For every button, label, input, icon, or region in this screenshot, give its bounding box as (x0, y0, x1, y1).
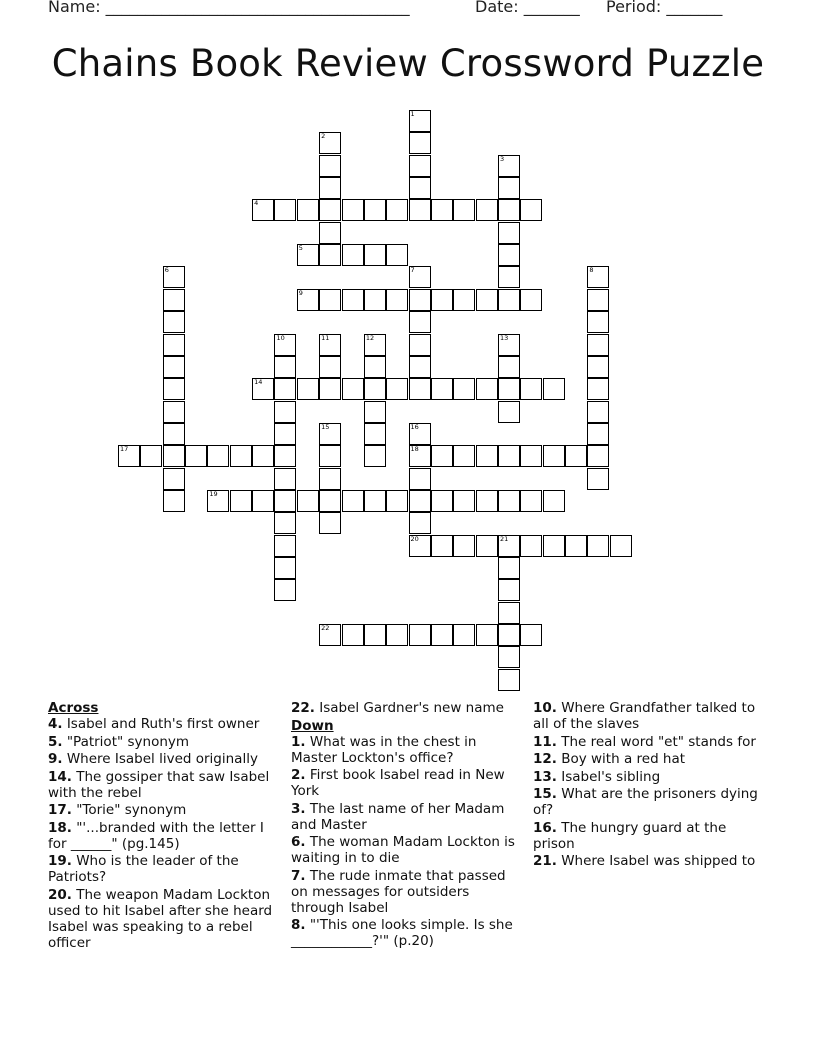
clue-text: First book Isabel read in New York (291, 767, 505, 799)
clue-number: 6 (164, 266, 169, 275)
grid-cell[interactable] (587, 378, 609, 400)
grid-cell[interactable] (476, 490, 498, 512)
grid-cell[interactable] (319, 177, 341, 199)
clue-text: The gossiper that saw Isabel with the rebel (48, 768, 270, 801)
grid-cell[interactable] (409, 490, 431, 512)
grid-cell[interactable] (498, 602, 520, 624)
grid-cell[interactable] (453, 445, 475, 467)
grid-cell[interactable] (498, 579, 520, 601)
grid-cell[interactable] (319, 512, 341, 534)
grid-cell[interactable] (319, 490, 341, 512)
grid-cell[interactable] (453, 624, 475, 646)
clue-number-label: 16. (533, 819, 557, 836)
grid-cell[interactable] (543, 490, 565, 512)
grid-cell[interactable] (342, 378, 364, 400)
grid-cell[interactable] (163, 356, 185, 378)
clue-number: 1 (410, 110, 415, 118)
grid-cell[interactable] (409, 155, 431, 177)
grid-cell[interactable] (409, 110, 431, 132)
grid-cell[interactable] (587, 535, 609, 557)
grid-cell[interactable] (431, 535, 453, 557)
grid-cell[interactable] (431, 624, 453, 646)
down-clue (291, 801, 523, 833)
down-clue (291, 734, 523, 766)
clue-number: 3 (499, 154, 505, 163)
grid-cell[interactable] (520, 378, 542, 400)
across-clue (48, 853, 280, 885)
clue-number-label: 11. (533, 733, 557, 750)
grid-cell[interactable] (386, 289, 408, 311)
grid-cell[interactable] (476, 289, 498, 311)
grid-cell[interactable] (409, 512, 431, 534)
clue-text: Who is the leader of the Patriots? (48, 853, 239, 885)
grid-cell[interactable] (163, 490, 185, 512)
grid-cell[interactable] (230, 445, 252, 467)
grid-cell[interactable] (543, 378, 565, 400)
clue-text: Isabel and Ruth's first owner (62, 716, 260, 732)
down-clue (533, 700, 769, 732)
grid-cell[interactable] (431, 289, 453, 311)
grid-cell[interactable] (118, 445, 140, 467)
across-clue (291, 700, 523, 716)
grid-cell[interactable] (520, 199, 542, 221)
grid-cell[interactable] (364, 289, 386, 311)
grid-cell[interactable] (274, 468, 296, 490)
clue-text: The real word "et" stands for (556, 733, 756, 750)
grid-cell[interactable] (587, 289, 609, 311)
grid-cell[interactable] (364, 378, 386, 400)
grid-cell[interactable] (409, 266, 431, 288)
date-field[interactable]: Date: _______ (475, 0, 580, 16)
grid-cell[interactable] (163, 401, 185, 423)
clue-text: Isabel's sibling (556, 768, 661, 785)
clue-text: "Torie" synonym (71, 802, 187, 818)
clue-number: 8 (589, 266, 594, 275)
grid-cell[interactable] (252, 445, 274, 467)
clue-number-label: 5. (48, 733, 63, 750)
grid-cell[interactable] (319, 222, 341, 244)
clue-number: 11 (321, 333, 330, 342)
grid-cell[interactable] (274, 579, 296, 601)
grid-cell[interactable] (319, 445, 341, 467)
clue-number-label: 7. (291, 867, 306, 884)
grid-cell[interactable] (476, 199, 498, 221)
clue-number: 9 (298, 288, 303, 297)
down-clue (291, 767, 523, 799)
grid-cell[interactable] (520, 490, 542, 512)
grid-cell[interactable] (319, 378, 341, 400)
grid-cell[interactable] (274, 199, 296, 221)
grid-cell[interactable] (297, 378, 319, 400)
clue-text: Isabel Gardner's new name (314, 700, 504, 716)
grid-cell[interactable] (409, 177, 431, 199)
grid-cell[interactable] (364, 244, 386, 266)
grid-cell[interactable] (342, 289, 364, 311)
grid-cell[interactable] (319, 155, 341, 177)
clue-number-label: 12. (533, 751, 557, 767)
grid-cell[interactable] (587, 334, 609, 356)
grid-cell[interactable] (319, 199, 341, 221)
grid-cell[interactable] (498, 646, 520, 668)
clue-text: Where Isabel was shipped to (556, 853, 756, 869)
clue-text: Boy with a red hat (556, 751, 686, 767)
clue-number-label: 8. (291, 917, 306, 933)
clue-number-label: 22. (291, 700, 315, 716)
grid-cell[interactable] (543, 445, 565, 467)
down-clue (533, 853, 769, 869)
clue-text: Where Isabel lived originally (62, 751, 258, 767)
grid-cell[interactable] (185, 445, 207, 467)
grid-cell[interactable] (207, 490, 229, 512)
down-clue-list (291, 734, 523, 950)
grid-cell[interactable] (207, 445, 229, 467)
grid-cell[interactable] (476, 378, 498, 400)
down-clue (291, 868, 523, 916)
across-clue (48, 751, 280, 767)
grid-cell[interactable] (587, 356, 609, 378)
grid-cell[interactable] (453, 378, 475, 400)
clue-number: 2 (321, 132, 326, 141)
down-clue-list-cont (533, 700, 769, 869)
clue-number: 13 (499, 333, 509, 342)
grid-cell[interactable] (364, 401, 386, 423)
grid-cell[interactable] (252, 378, 274, 400)
grid-cell[interactable] (163, 311, 185, 333)
clue-number-label: 14. (48, 768, 72, 785)
grid-cell[interactable] (409, 445, 431, 467)
grid-cell[interactable] (386, 244, 408, 266)
clue-number: 19 (209, 489, 218, 498)
clue-number: 20 (410, 534, 419, 543)
grid-cell[interactable] (297, 244, 319, 266)
grid-cell[interactable] (274, 423, 296, 445)
grid-cell[interactable] (319, 468, 341, 490)
clue-number: 5 (298, 244, 303, 253)
grid-cell[interactable] (543, 535, 565, 557)
grid-cell[interactable] (342, 199, 364, 221)
grid-cell[interactable] (274, 512, 296, 534)
grid-cell[interactable] (409, 423, 431, 445)
grid-cell[interactable] (520, 289, 542, 311)
grid-cell[interactable] (319, 624, 341, 646)
grid-cell[interactable] (498, 378, 520, 400)
clue-text: The hungry guard at the prison (533, 819, 727, 852)
grid-cell[interactable] (520, 535, 542, 557)
clue-text: The last name of her Madam and Master (291, 800, 505, 833)
grid-cell[interactable] (274, 557, 296, 579)
clue-number: 10 (276, 333, 285, 342)
clue-number: 17 (120, 445, 129, 454)
grid-cell[interactable] (453, 490, 475, 512)
down-clue (533, 786, 769, 818)
grid-cell[interactable] (498, 490, 520, 512)
grid-cell[interactable] (163, 423, 185, 445)
clue-number-label: 20. (48, 886, 72, 903)
grid-cell[interactable] (342, 490, 364, 512)
grid-cell[interactable] (431, 445, 453, 467)
grid-cell[interactable] (163, 289, 185, 311)
grid-cell[interactable] (520, 624, 542, 646)
grid-cell[interactable] (252, 490, 274, 512)
clue-number: 14 (254, 378, 263, 387)
across-clue (48, 716, 280, 732)
grid-cell[interactable] (587, 445, 609, 467)
clue-number: 22 (321, 624, 330, 633)
grid-cell[interactable] (319, 356, 341, 378)
clue-number-label: 17. (48, 802, 72, 818)
grid-cell[interactable] (498, 356, 520, 378)
clue-number-label: 15. (533, 786, 557, 802)
grid-cell[interactable] (498, 669, 520, 691)
grid-cell[interactable] (342, 244, 364, 266)
grid-cell[interactable] (364, 199, 386, 221)
grid-cell[interactable] (409, 334, 431, 356)
down-clue (291, 917, 523, 949)
grid-cell[interactable] (498, 535, 520, 557)
grid-cell[interactable] (498, 401, 520, 423)
clues-column-1 (48, 700, 280, 952)
clues-column-2 (291, 700, 523, 951)
grid-cell[interactable] (431, 378, 453, 400)
across-clue (48, 820, 280, 852)
across-clue-list-cont (291, 700, 523, 716)
clue-text: The weapon Madam Lockton used to hit Isabel after she heard Isabel was speaking to a rebel officer (48, 886, 273, 951)
clue-number: 4 (254, 199, 259, 208)
grid-cell[interactable] (409, 289, 431, 311)
clue-number-label: 2. (291, 767, 306, 783)
grid-cell[interactable] (409, 378, 431, 400)
clue-text: The rude inmate that passed on messages for outsiders through Isabel (291, 867, 506, 916)
grid-cell[interactable] (476, 624, 498, 646)
grid-cell[interactable] (386, 378, 408, 400)
down-clue (533, 751, 769, 767)
grid-cell[interactable] (476, 535, 498, 557)
across-clue (48, 769, 280, 801)
grid-cell[interactable] (565, 535, 587, 557)
clue-number: 16 (410, 422, 419, 431)
down-clue (533, 820, 769, 852)
grid-cell[interactable] (364, 356, 386, 378)
clue-text: The woman Madam Lockton is waiting in to die (291, 834, 515, 866)
grid-cell[interactable] (498, 155, 520, 177)
grid-cell[interactable] (587, 311, 609, 333)
grid-cell[interactable] (409, 468, 431, 490)
clue-number: 18 (410, 445, 419, 454)
grid-cell[interactable] (610, 535, 632, 557)
grid-cell[interactable] (453, 289, 475, 311)
grid-cell[interactable] (319, 423, 341, 445)
clue-number-label: 3. (291, 800, 306, 817)
grid-cell[interactable] (274, 445, 296, 467)
clue-number: 12 (365, 333, 375, 342)
clue-text: Where Grandfather talked to all of the slaves (533, 700, 756, 732)
grid-cell[interactable] (252, 199, 274, 221)
clue-number-label: 10. (533, 700, 557, 716)
grid-cell[interactable] (498, 624, 520, 646)
clue-number-label: 13. (533, 768, 557, 785)
grid-cell[interactable] (230, 490, 252, 512)
grid-cell[interactable] (319, 334, 341, 356)
down-heading: Down (291, 717, 334, 734)
grid-cell[interactable] (163, 266, 185, 288)
grid-cell[interactable] (163, 445, 185, 467)
grid-cell[interactable] (163, 334, 185, 356)
grid-cell[interactable] (409, 624, 431, 646)
grid-cell[interactable] (409, 356, 431, 378)
across-clue (48, 887, 280, 951)
grid-cell[interactable] (274, 401, 296, 423)
across-heading: Across (48, 700, 99, 716)
grid-cell[interactable] (498, 222, 520, 244)
grid-cell[interactable] (364, 423, 386, 445)
grid-cell[interactable] (342, 624, 364, 646)
grid-cell[interactable] (520, 445, 542, 467)
grid-cell[interactable] (386, 624, 408, 646)
clue-number: 15 (321, 422, 330, 431)
grid-cell[interactable] (409, 199, 431, 221)
down-clue (533, 734, 769, 750)
down-clue (533, 769, 769, 785)
across-clue (48, 802, 280, 818)
clue-number: 7 (410, 266, 415, 275)
clue-number-label: 9. (48, 751, 63, 767)
grid-cell[interactable] (498, 266, 520, 288)
grid-cell[interactable] (274, 490, 296, 512)
grid-cell[interactable] (274, 378, 296, 400)
grid-cell[interactable] (386, 490, 408, 512)
period-field[interactable]: Period: _______ (606, 0, 723, 16)
clue-number-label: 6. (291, 834, 306, 850)
grid-cell[interactable] (409, 132, 431, 154)
grid-cell[interactable] (274, 334, 296, 356)
grid-cell[interactable] (140, 445, 162, 467)
clue-number-label: 18. (48, 819, 72, 836)
grid-cell[interactable] (498, 445, 520, 467)
clue-text: What was in the chest in Master Lockton's office? (291, 733, 477, 766)
grid-cell[interactable] (587, 266, 609, 288)
grid-cell[interactable] (498, 177, 520, 199)
grid-cell[interactable] (587, 423, 609, 445)
grid-cell[interactable] (431, 490, 453, 512)
across-clue (48, 734, 280, 750)
grid-cell[interactable] (364, 334, 386, 356)
grid-cell[interactable] (453, 199, 475, 221)
clue-text: "'...branded with the letter I for ______" (pg.145) (48, 819, 264, 852)
grid-cell[interactable] (476, 445, 498, 467)
grid-cell[interactable] (565, 445, 587, 467)
clue-text: "Patriot" synonym (62, 733, 190, 750)
grid-cell[interactable] (498, 244, 520, 266)
across-clue-list (48, 716, 280, 951)
grid-cell[interactable] (498, 557, 520, 579)
grid-cell[interactable] (274, 356, 296, 378)
grid-cell[interactable] (498, 334, 520, 356)
grid-cell[interactable] (498, 289, 520, 311)
grid-cell[interactable] (364, 490, 386, 512)
grid-cell[interactable] (409, 311, 431, 333)
grid-cell[interactable] (163, 468, 185, 490)
grid-cell[interactable] (297, 199, 319, 221)
clue-text: "'This one looks simple. Is she ____________?'" (p.20) (291, 917, 513, 949)
clue-number-label: 19. (48, 853, 72, 869)
down-clue (291, 834, 523, 866)
grid-cell[interactable] (587, 468, 609, 490)
grid-cell[interactable] (274, 535, 296, 557)
grid-cell[interactable] (431, 199, 453, 221)
grid-cell[interactable] (498, 199, 520, 221)
grid-cell[interactable] (364, 445, 386, 467)
name-field[interactable]: Name: ______________________________________ (48, 0, 410, 16)
clues-column-3 (533, 700, 769, 871)
page-title: Chains Book Review Crossword Puzzle (51, 42, 765, 85)
grid-cell[interactable] (319, 244, 341, 266)
grid-cell[interactable] (319, 132, 341, 154)
grid-cell[interactable] (386, 199, 408, 221)
grid-cell[interactable] (297, 490, 319, 512)
grid-cell[interactable] (409, 535, 431, 557)
clue-number-label: 1. (291, 733, 306, 750)
grid-cell[interactable] (587, 401, 609, 423)
clue-number-label: 4. (48, 716, 63, 732)
clue-number-label: 21. (533, 853, 557, 869)
grid-cell[interactable] (364, 624, 386, 646)
clue-text: What are the prisoners dying of? (533, 786, 758, 818)
grid-cell[interactable] (297, 289, 319, 311)
clue-number: 21 (499, 534, 509, 543)
grid-cell[interactable] (453, 535, 475, 557)
grid-cell[interactable] (319, 289, 341, 311)
grid-cell[interactable] (163, 378, 185, 400)
